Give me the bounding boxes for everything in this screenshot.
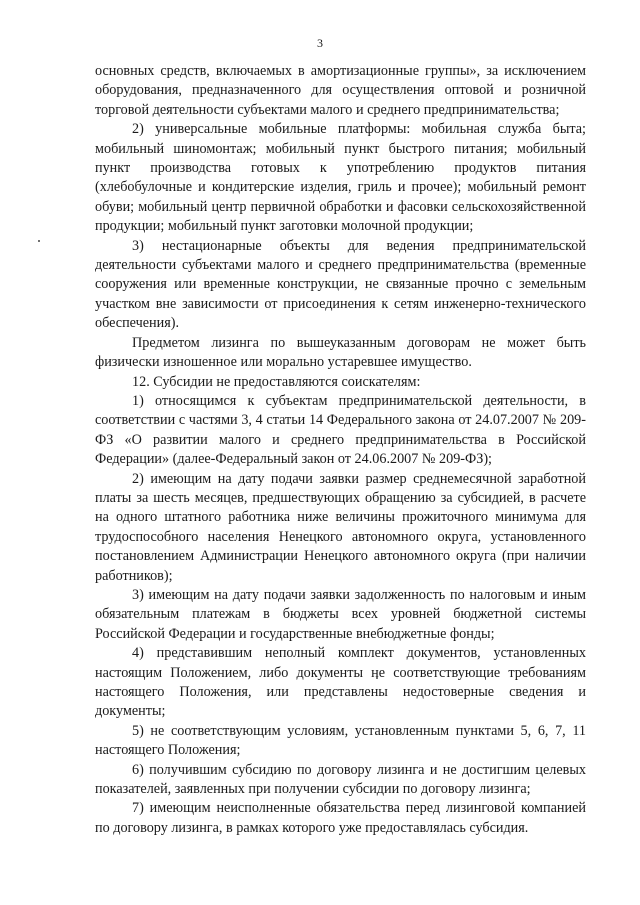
paragraph-12-item-3: 3) имеющим на дату подачи заявки задолженность по налоговым и иным обязательным платежам в бюджеты всех уровней бюджетной системы Российской Федерации и государственные внебюджетные фонды;: [95, 586, 586, 642]
document-body: [95, 62, 586, 838]
paragraph-12-item-4: 4) представившим неполный комплект документов, установленных настоящим Положением, либо документы не соответствующие требованиям настоящего Положения, или представлены недостоверные сведения и документы;: [95, 645, 586, 720]
paragraph-12-item-2: 2) имеющим на дату подачи заявки размер среднемесячной заработной платы за шесть месяцев, предшествующих обращению за субсидией, в расчете на одного штатного работника ниже величины прожиточного минимума для трудоспособного населения Ненецкого автономного округа, установленного постановлением Администрации Ненецкого автономного округа (при наличии работников);: [95, 470, 586, 584]
paragraph-item-2-mobile-platforms: 2) универсальные мобильные платформы: мобильная служба быта; мобильный шиномонтаж; мобильный пункт быстрого питания; мобильный пункт производства готовых к употреблению продуктов питания (хлебобулочные и кондитерские изделия, гриль и прочее); мобильный ремонт обуви; мобильный центр первичной обработки и фасовки сельскохозяйственной продукции; мобильный пункт заготовки молочной продукции;: [95, 121, 586, 235]
paragraph-continuation: основных средств, включаемых в амортизационные группы», за исключением оборудования, предназначенного для осуществления оптовой и розничной торговой деятельности субъектами малого и среднего предпринимательства;: [95, 63, 586, 118]
paragraph-12-item-6: 6) получившим субсидию по договору лизинга и не достигшим целевых показателей, заявленных при получении субсидии по договору лизинга;: [95, 761, 586, 798]
paragraph-12-item-7: 7) имеющим неисполненные обязательства перед лизинговой компанией по договору лизинга, в рамках которого уже предоставлялась субсидия.: [95, 800, 586, 836]
paragraph-leasing-subject: Предметом лизинга по вышеуказанным договорам не может быть физически изношенное или морально устаревшее имущество.: [95, 334, 586, 371]
paragraph-12-item-1: 1) относящимся к субъектам предпринимательской деятельности, в соответствии с частями 3, 4 статьи 14 Федерального закона от 24.07.2007 № 209-ФЗ «О развитии малого и среднего предпринимательства в Российской Федерации» (далее-Федеральный закон от 24.06.2007 № 209-ФЗ);: [95, 392, 586, 468]
paragraph-section-12-heading: 12. Субсидии не предоставляются соискателям:: [132, 373, 421, 390]
scan-speck: [38, 240, 40, 242]
paragraph-item-3-non-stationary-objects: 3) нестационарные объекты для ведения предпринимательской деятельности субъектами малого и среднего предпринимательства (временные сооружения или временные конструкции, не связанные прочно с земельным участком вне зависимости от присоединения к сетям инженерно-технического обеспечения).: [95, 237, 586, 332]
page-number: 3: [317, 36, 323, 50]
paragraph-12-item-5: 5) не соответствующим условиям, установленным пунктами 5, 6, 7, 11 настоящего Положения;: [95, 722, 586, 759]
